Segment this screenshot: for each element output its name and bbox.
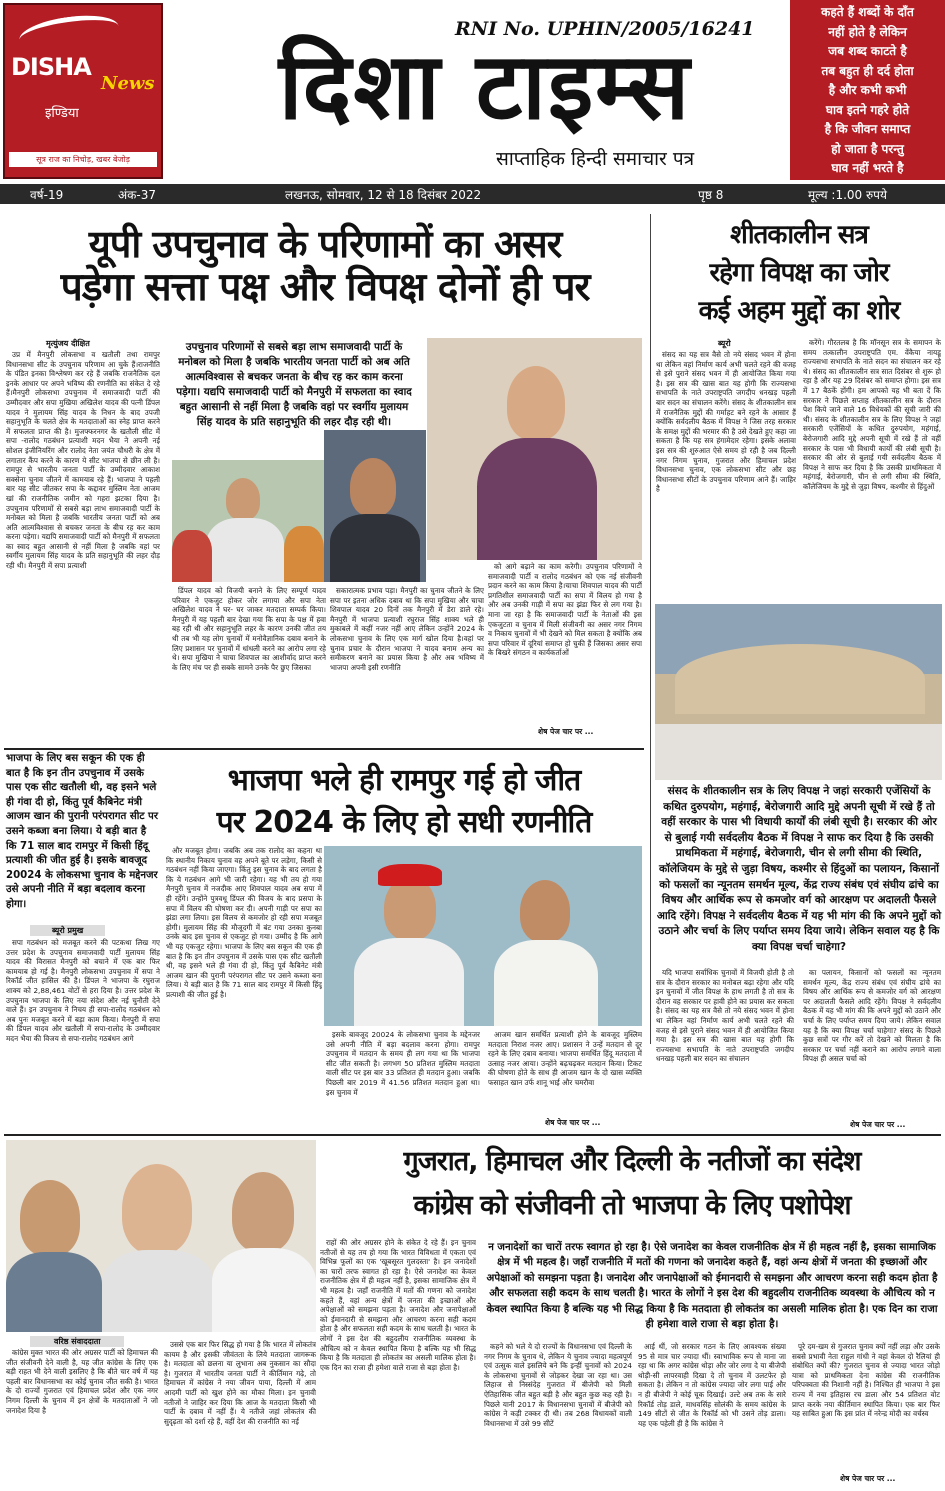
azam-khan-photo [324,430,426,582]
story4-headline [324,1140,940,1228]
story3-byline: ब्यूरो प्रमुख [30,925,105,936]
story2-column-2 [803,338,941,600]
photo-person-body [477,438,597,560]
quote-line: घाव नहीं भरते है [831,161,904,175]
story2-headline [656,216,942,330]
story4-column-4 [484,1342,632,1486]
quote-line: हो जाता है परन्तु [831,141,904,156]
story3-col3-text: इसके बावजूद 20024 के लोकसभा चुनाव के मद्देनजर उसे अपनी नीति में बड़ा बदलाव करना होगा। रामपुर उपचुनाव में मतदान के समय ही लग गया था कि भाजपा सीट जीत सकती है। लगभग 50 प्रतिशत मुस्लिम मतदाता वाली सीट पर इस बार 33 प्रतिशत ही मतदान हुआ। जबकि पिछली बार 2019 में 41.56 प्रतिशत मतदान हुआ था। इस चुनाव में [326,1030,480,1097]
section-rule [4,748,644,750]
price: मूल्य :1.00 रुपये [808,188,887,202]
place-date: लखनऊ, सोमवार, 12 से 18 दिसंबर 2022 [285,188,482,202]
story4-headline-line: गुजरात, हिमाचल और दिल्ली के नतीजों का संदेश [403,1146,861,1177]
story4-col1-text: कांग्रेस मुक्त भारत की ओर अग्रसर पार्टी को हिमाचल की जीत संजीवनी देने वाली है, यह जीत कांग्रेस के लिए एक बड़ी राहत भी देने वाली इसलिए है कि बीते चार वर्ष में यह पहली बार विधानसभा का कोई चुनाव जीत सकी है। भारत के दो राज्यों गुजरात एवं हिमाचल प्रदेश और एक नगर निगम दिल्ली के चुनाव में इन क्षेत्रों के मतदाताओं ने जो जनादेश दिया है [6,1348,158,1415]
disha-news-logo [3,3,163,179]
photo-person-body [102,1250,214,1332]
akhilesh-shivpal-photo [324,846,642,1026]
volume-year: वर्ष-19 [30,188,64,202]
photo-person [20,1180,80,1256]
story1-column-4 [488,562,642,728]
story1-headline [5,222,645,310]
story4-column-1 [6,1348,158,1486]
story4-col2-text: उससे एक बार फिर सिद्ध हो गया है कि भारत में लोकतंत्र कायम है और इसकी जीवंतता के लिये मतदाता जागरूक है। मतदाता को छलना या लुभाना अब नुकसान का सौदा है। गुजरात में भारतीय जनता पार्टी ने कीर्तिमान गढ़े, तो हिमाचल में कांग्रेस ने नया जीवन पाया, दिल्ली में आम आदमी पार्टी को खुश होने का मौका मिला। इन चुनावी नतीजों ने जाहिर कर दिया कि आज के मतदाता किसी भी पार्टी के दबाव में नहीं हैं। ये नतीजे जहां लोकतंत्र की सुदृढ़ता को दर्शा रहे हैं, वहीं देश की राजनीति का नई [164,1340,316,1426]
story3-col2-text: और मजबूत होगा। जबकि अब तक रालोद का कहना था कि स्थानीय निकाय चुनाव वह अपने बूते पर लड़ेगा, किसी से गठबंधन नहीं किया जाएगा। किंतु इस चुनाव के बाद लगता है कि ये गठबंधन आगे भी जारी रहेगा। यह भी तय हो गया मैनपुरी चुनाव में नजदीक आए शिवपाल यादव अब सपा में ही रहेंगे। उन्होंने पुत्रवधू डिंपल की विजय के बाद प्रसपा के सपा में विलय की घोषणा कर दी। अपनी गाड़ी पर सपा का झंडा लगा लिया। इस विलय से कमजोर हो रही सपा मजबूत होगी। मुलायम सिंह की मौजूदगी में बंट गया उनका कुनबा उनके बाद इस चुनाव से एकजुट हो गया। उम्मीद है कि आगे भी यह एकजुट रहेगा। भाजपा के लिए बस सकून की एक ही बात है कि इन तीन उपचुनाव में उसके पास एक सीट खतौली थी, वह इसने भले ही गंवा दी हो, किंतु पूर्व कैबिनेट मंत्री आजम खान की पुरानी परंपरागत सीट पर उसने कब्जा बना लिया। ये बड़ी बात है कि 71 साल बाद रामपुर में किसी हिंदू प्रत्याशी की जीत हुई है। [166,846,322,999]
story2-continued: शेष पेज चार पर ... [850,1120,906,1129]
quote-line: है और कभी कभी [828,83,907,97]
story2-col4-text: का पलायन, किसानों को फसलों का न्यूनतम समर्थन मूल्य, केंद्र राज्य संबंध एवं संघीय ढांचे का विषय और आर्थिक रूप से कमजोर वर्ग को आरक्षण पर अदालती फैसले आदि रहेंगे। विपक्ष ने सर्वदलीय बैठक में यह भी मांग की कि अपने मुद्दों को उठाने और चर्चा के लिए पर्याप्त समय दिया जाये। लेकिन सवाल यह है कि क्या विपक्ष चर्चा चाहेगा? संसद के पिछले कुछ सत्रों पर गौर करें तो देखने को मिलता है कि सरकार पर चर्चा नहीं कराने का आरोप लगाने वाला विपक्ष ही असल चर्चा को [803,968,941,1064]
logo-word: DISHA [11,53,91,81]
dimple-yadav-supporters-photo [172,460,324,582]
photo-person-body [330,514,420,582]
rni-number: RNI No. UPHIN/2005/16241 [455,18,755,40]
story2-dek: संसद के शीतकालीन सत्र के लिए विपक्ष ने जहां सरकारी एजेंसियों के कथित दुरुपयोग, महंगाई, बेरोजगारी आदि मुद्दे अपनी सूची में रखे हैं तो वहीं सरकार के पास भी विधायी कार्यों की लंबी सूची है। सरकार की ओर से बुलाई गयी सर्वदलीय बैठक में विपक्ष ने साफ कर दिया है कि उसकी प्राथमिकता में महंगाई, बेरोजगारी, चीन से लगी सीमा की स्थिति, कॉलेजियम के मुद्दे से जुड़ा विषय, कश्मीर से हिंदुओं का पलायन, किसानों को फसलों का न्यूनतम समर्थन मूल्य, केंद्र राज्य संबंध एवं संघीय ढांचे का विषय और आर्थिक रूप से कमजोर वर्ग को आरक्षण पर अदालती फैसले आदि रहेंगे। विपक्ष ने सर्वदलीय बैठक में यह भी मांग की कि अपने मुद्दों को उठाने और चर्चा के लिए पर्याप्त समय दिया जाये। लेकिन सवाल यह है कि क्या विपक्ष चर्चा चाहेगा? [656,785,942,953]
story3-dek: भाजपा के लिए बस सकून की एक ही बात है कि इन तीन उपचुनाव में उसके पास एक सीट खतौली थी, वह इसने भले ही गंवा दी हो, किंतु पूर्व कैबिनेट मंत्री आजम खान की पुरानी परंपरागत सीट पर उसने कब्जा बना लिया। ये बड़ी बात है कि 71 साल बाद रामपुर में किसी हिंदू प्रत्याशी की जीत हुई है। इसके बावजूद 20024 के लोकसभा चुनाव के मद्देनजर उसे अपनी नीति में बड़ा बदलाव करना होगा। [6,753,159,910]
story2-column-4 [803,968,941,1120]
story1-col3-text: सकारात्मक प्रभाव पड़ा। मैनपुरी का चुनाव जीतने के लिए सपा पर इतना अधिक दबाव था कि सपा मुखिया और चाचा शिवपाल यादव 20 दिनों तक मैनपुरी में डेरा डाले रहे। मैनपुरी में भाजपा प्रत्याशी रघुराज सिंह शाक्य भले ही मुकाबले में कहीं नजर नहीं आए लेकिन उन्होंने 2024 के लोकसभा चुनाव के लिए एक मार्ग खोल दिया है।वहां पर चुनाव प्रचार के दौरान भाजपा ने यादव बनाम अन्य का समीकरण बनाने का प्रयास किया है और अब भविष्य में भाजपा अपनी इसी रणनीति [330,586,484,672]
quote-line: है कि जीवन समाप्त [824,122,911,136]
photo-person [507,366,565,440]
column-divider [650,214,651,1044]
quote-line: जब शब्द काटते है [828,44,907,58]
story2-col1-text: संसद का यह सत्र वैसे तो नये संसद भवन में होना था लेकिन वहां निर्माण कार्य अभी चलते रहने की वजह से इसे पुराने संसद भवन में ही आयोजित किया गया है। इस सत्र की खास बात यह होगी कि राज्यसभा सभापति के नाते उपराष्ट्रपति जगदीप धनखड़ पहली बार सदन का संचालन करेंगे। संसद के शीतकालीन सत्र में राजनैतिक मुद्दों की गर्माहट बने रहने के आसार हैं क्योंकि सर्वदलीय बैठक में विपक्ष ने जिस तरह सरकार के समक्ष मुद्दों की भरमार की है उसे देखते हुए कहा जा सकता है कि यह सत्र हंगामेदार रहेगा। इसके अलावा इस सत्र की शुरुआत ऐसे समय हो रही है जब दिल्ली नगर निगम चुनाव, गुजरात और हिमाचल प्रदेश विधानसभा चुनाव, एक लोकसभा सीट और छह विधानसभा सीटों के उपचुनाव परिणाम आने हैं। जाहिर है [656,350,796,494]
story1-headline-line: यूपी उपचुनाव के परिणामों का असर [88,222,562,266]
story1-column-3 [330,586,484,740]
story4-column-5 [638,1342,786,1486]
story3-column-2 [166,846,322,1128]
story3-col4-text: आजम खान समर्थित प्रत्याशी होने के बावजूद मुस्लिम मतदाता निराश नजर आए। प्रशासन ने उन्हें मतदान से दूर रहने के लिए दबाव बनाया। भाजपा समर्थित हिंदू मतदाता में उत्साह नजर आया। उन्होंने बढ़चढ़कर मतदान किया। टिकट की घोषणा होते के साथ ही आजम खान के दो खास व्यक्ति फसाहत खान उर्फ शानू भाई और चमरौवा [488,1030,642,1087]
story2-column-1 [656,350,796,600]
story1-byline: मृत्युंजय दीक्षित [46,339,90,348]
story3-headline-line: भाजपा भले ही रामपुर गई हो जीत [227,763,581,798]
story3-column-1 [6,938,160,1128]
photo-person-body [494,940,598,1026]
story1-col1-text: उप्र में मैनपुरी लोकसभा व खतौली तथा रामपुर विधानसभा सीट के उपचुनाव परिणाम आ चुके हैं।राजनीति के पंडित इनका विश्लेषण कर रहे हैं जबकि राजनैतिक दल इनके आधार पर अपने भविष्य की रणनीति का संकेत दे रहे हैं।मैनपुरी लोकसभा उपचुनाव में समाजवादी पार्टी की उम्मीदवार और सपा मुखिया अखिलेश यादव की पत्नी डिंपल यादव ने मुलायम सिंह यादव के निधन के बाद उपजी सहानुभूति के चलते क्षेत्र के मतदाताओं का स्नेह प्राप्त करने में सफलता प्राप्त की है। मुजफ्फरनगर के खतौली सीट में सपा -रालोद गठबंधन प्रत्याशी मदन भैया ने अपनी नई सोशल इंजीनियरिंग और रालोद नेता जयंत चौधरी के क्षेत्र में लगातार कैंप करने के कारण ये सीट भाजपा से छीन ली है। रामपुर से भारतीय जनता पार्टी के उम्मीदवार आकाश सक्सेना चुनाव जीतने में कामयाब रहे हैं। भाजपा ने पहली बार यह सीट जीतकर सपा के कद्दावर मुस्लिम नेता आजम खां की राजनीतिक जमीन को गहरा झटका दिया है। उपचुनाव परिणामों से सबसे बड़ा लाभ समाजवादी पार्टी के मनोबल को मिला है जबकि भारतीय जनता पार्टी को अब अति आत्मविश्वास से बचकर जनता के बीच रह कर काम करना पड़ेगा। यद्यपि समाजवादी पार्टी को मैनपुरी में सफलता का स्वाद बहुत आसानी से नहीं मिला है जबकि वहां पर स्वर्गीय मुलायम सिंह यादव के प्रति सहानुभूति की लहर दौड़ रही थी। मैनपुरी में सपा प्रत्याशी [6,350,160,571]
story3-headline [166,760,642,844]
story3-column-3 [326,1030,480,1128]
story3-col1-text: सपा गठबंधन को मजबूत करने की पटकथा लिख गए उत्तर प्रदेश के उपचुनाव समाजवादी पार्टी मुलायम सिंह यादव की विरासत मैनपुरी को बचाने में एक बार फिर कामयाब हो गई है। मैनपुरी लोकसभा उपचुनाव में सपा ने रिकॉर्ड जीत हासिल की है। डिंपल ने भाजपा के रघुराज शाक्य को 2,88,461 वोटों से हरा दिया है। उत्तर प्रदेश के उपचुनाव भाजपा के लिए नया संदेश और नई चुनौती देने वाले हैं। इन उपचुनाव ने निचय ही सपा-रालोद गठबंधन को अब पुनः मजबूत करने में बड़ा काम किया। मैनपुरी में सपा की डिंपल यादव और खतौली में सपा-रालोद के उम्मीदवार मदन भैया की विजय से सपा-रालोद गठबंधन आगे [6,938,160,1043]
newspaper-title: दिशा टाइम्स [278,33,692,140]
photo-person [226,478,260,520]
story1-column-2 [172,586,326,740]
story1-dek: उपचुनाव परिणामों से सबसे बड़ा लाभ समाजवादी पार्टी के मनोबल को मिला है जबकि भारतीय जनता पार्टी को अब अति आत्मविश्वास से बचकर जनता के बीच रह कर काम करना पड़ेगा। यद्यपि समाजवादी पार्टी को मैनपुरी में सफलता का स्वाद बहुत आसानी से नहीं मिला है जबकि वहां पर स्वर्गीय मुलायम सिंह यादव के प्रति सहानुभूति की लहर दौड़ रही थी। [176,341,412,428]
section-rule [4,1134,941,1136]
story1-headline-line: पड़ेगा सत्ता पक्ष और विपक्ष दोनों ही पर [60,265,590,310]
story4-headline-line: कांग्रेस को संजीवनी तो भाजपा के लिए पशोपेश [413,1190,851,1221]
story4-column-6 [792,1342,940,1474]
story4-column-2 [164,1340,316,1486]
story4-column-3 [320,1238,476,1486]
story4-col3-text: राहों की ओर अग्रसर होने के संकेत दे रहे हैं। इन चुनाव नतीजों से यह तय हो गया कि भारत विविधता में एकता एवं विभिन्न फूलों का एक 'खूबसूरत गुलदस्ता' है। इन जनादेशों का चारों तरफ स्वागत हो रहा है। ऐसे जनादेश का केवल राजनीतिक क्षेत्र में ही महत्व नहीं है, इसका सामाजिक क्षेत्र में भी महत्व है। जहाँ राजनीति में मतों की गणना को जनादेश कहते हैं, वहां अन्य क्षेत्रों में जनता की इच्छाओं और अपेक्षाओं को समझना पड़ता है। जनादेश और जनापेक्षाओं को ईमानदारी से समझना और आचरण करना सही कदम होता है और सफलता सही कदम के साथ चलती है। भारत के लोगों ने इस देश की बहुदलीय राजनीतिक व्यवस्था के औचित्य को न केवल स्थापित किया है बल्कि यह भी सिद्ध किया है कि मतदाता ही लोकतंत्र का असली मालिक होता है। एक दिन का राजा ही हमेशा वाले राजा से बड़ा होता है। [320,1238,476,1372]
story1-col4-text: को आगे बढ़ाने का काम करेगी। उपचुनाव परिणामों ने समाजवादी पार्टी व रालोद गठबंधन को एक नई संजीवनी प्रदान करने का काम किया है।चाचा शिवपाल यादव की पार्टी प्रगतिशील समाजवादी पार्टी का सपा में विलय हो गया है और अब उनकी गाड़ी में सपा का झंडा फिर से लग गया है। माना जा रहा है कि समाजवादी पार्टी के नेताओं की इस एकजुटता व चुनाव में मिली संजीवनी का असर नगर निगम व निकाय चुनावों में भी देखने को मिल सकता है क्योंकि अब सपा परिवार में दूरियां समाप्त हो चुकी हैं जिसका असर सपा के बिखरे संगठन व कार्यकर्ताओं [488,562,642,658]
story4-byline: वरिष्ठ संवाददाता [30,1336,124,1347]
photo-person [520,880,570,942]
story4-col6-text: पूरे दम-खम से गुजरात चुनाव क्यों नहीं लड़ा और उसके सबसे प्रभावी नेता राहुल गांधी ने वहां केवल दो रैलियां ही संबोधित क्यों की? गुजरात चुनाव से ज्यादा भारत जोड़ो यात्रा को प्राथमिकता देना कांग्रेस की राजनीतिक परिपक्वता की निशानी नहीं है। निश्चित ही भाजपा ने इस राज्य में नया इतिहास रच डाला और 54 प्रतिशत वोट प्राप्त करके नया कीर्तिमान स्थापित किया। एक बार फिर यह साबित हुआ कि इस प्रांत में नरेन्द्र मोदी का वर्चस्व [792,1342,940,1419]
photo-person-body [206,518,284,582]
story2-col2-text: करेंगे। गौरतलब है कि मॉनसून सत्र के समापन के समय तत्कालीन उपराष्ट्रपति एम. वेंकैया नायडू राज्यसभा सभापति के नाते सदन का संचालन कर रहे थे। संसद का शीतकालीन सत्र सात दिसंबर से शुरू हो रहा है और यह 29 दिसंबर को समाप्त होगा। इस सत्र में 17 बैठकें होंगी। हम आपको यह भी बता दें कि सरकार ने पिछले सप्ताह शीतकालीन सत्र के दौरान पेश किये जाने वाले 16 विधेयकों की सूची जारी की थी। संसद के शीतकालीन सत्र के लिए विपक्ष ने जहां सरकारी एजेंसियों के कथित दुरुपयोग, महंगाई, बेरोजगारी आदि मुद्दे अपनी सूची में रखे हैं तो वहीं सरकार के पास भी विधायी कार्यों की लंबी सूची है। सरकार की ओर से बुलाई गयी सर्वदलीय बैठक में विपक्ष ने साफ कर दिया है कि उसकी प्राथमिकता में महंगाई, बेरोजगारी, चीन से लगी सीमा की स्थिति, कॉलेजियम के मुद्दे से जुड़ा विषय, कश्मीर से हिंदुओं [803,338,941,491]
story3-headline-line: पर 2024 के लिए हो सधी रणनीति [216,805,592,840]
story1-column-1 [6,350,160,740]
quote-line: कहते हैं शब्दों के दाँत [821,5,914,19]
story4-dek: न जनादेशों का चारों तरफ स्वागत हो रहा है। ऐसे जनादेश का केवल राजनीतिक क्षेत्र में ही महत्व नहीं है, इसका सामाजिक क्षेत्र में भी महत्व है। जहाँ राजनीति में मतों की गणना को जनादेश कहते हैं, वहां अन्य क्षेत्रों में जनता की इच्छाओं और अपेक्षाओं को समझना पड़ता है। जनादेश और जनापेक्षाओं को ईमानदारी से समझना और आचरण करना सही कदम होता है और सफलता सही कदम के साथ चलती है। भारत के लोगों ने इस देश की बहुदलीय राजनीतिक व्यवस्था के औचित्य को न केवल स्थापित किया है बल्कि यह भी सिद्ध किया है कि मतदाता ही लोकतंत्र का असली मालिक होता है। एक दिन का राजा ही हमेशा वाले राजा से बड़ा होता है। [486,1242,938,1331]
dateline-bar [0,184,945,204]
photo-person [232,1172,294,1252]
quote-line: घाव इतने गहरे होते [825,102,910,117]
photo-person-body [354,938,464,1026]
story4-col4-text: कहने को भले ये दो राज्यों के विधानसभा एवं दिल्ली के नगर निगम के चुनाव थे, लेकिन ये चुनाव ज्यादा महत्वपूर्ण एवं उत्सुक वाले इसलिये बने कि इन्हीं चुनावों को 2024 के लोकसभा चुनावों से जोड़कर देखा जा रहा था। उस लिहाज से निस्संदेह गुजरात में बीजेपी को मिली ऐतिहासिक जीत बहुत बड़ी है और बहुत कुछ कह रही है। पिछले यानी 2017 के विधानसभा चुनावों में बीजेपी को कांग्रेस ने कड़ी टक्कर दी थी। तब 268 विधायकों वाली विधानसभा में उसे 99 सीटें [484,1342,632,1428]
photo-person-body [6,1252,102,1332]
story2-col3-text: यदि भाजपा सर्वाधिक चुनावों में विजयी होती है तो सत्र के दौरान सरकार का मनोबल बढ़ा रहेगा और यदि इन चुनावों में जीत विपक्ष के हाथ लगती है तो सत्र के दौरान वह सरकार पर हावी होने का प्रयास कर सकता है। संसद का यह सत्र वैसे तो नये संसद भवन में होना था लेकिन वहां निर्माण कार्य अभी चलते रहने की वजह से इसे पुराने संसद भवन में ही आयोजित किया गया है। इस सत्र की खास बात यह होगी कि राज्यसभा सभापति के नाते उपराष्ट्रपति जगदीप धनखड़ पहली बार सदन का संचालन [656,968,794,1064]
quote-line: तब बहुत ही दर्द होता [821,63,914,78]
quote-box [790,0,945,180]
newspaper-subtitle: साप्ताहिक हिन्दी समाचार पत्र [496,148,695,170]
photo-crowd [284,526,324,582]
dimple-yadav-photo [427,338,642,560]
photo-person-body [212,1248,316,1332]
story3-continued: शेष पेज चार पर ... [545,1118,601,1127]
story1-col2-text: डिंपल यादव को विजयी बनाने के लिए सम्पूर्ण यादव परिवार ने एकजुट होकर जोर लगाया और सपा नेता अखिलेश यादव ने घर- घर जाकर मतदाता सम्पर्क किया। मैनपुरी में यह पहली बार देखा गया कि सपा के पक्ष में हवा बह रही थी और सहानुभूति लहर के कारण उनकी जीत तय थी तब भी यह लोग चुनावों में मनोवैज्ञानिक दबाव बनाने के लिए प्रशासन पर चुनावों में धांधली करने का आरोप लगा रहे थे। सपा मुखिया ने चाचा शिवपाल का आशीर्वाद प्राप्त करने के लिए मंच पर ही सबके सामने उनके पैर छुए जिसका [172,586,326,672]
story3-column-4 [488,1030,642,1118]
issue-number: अंक-37 [118,188,156,202]
story2-column-3 [656,968,794,1128]
story1-continued: शेष पेज चार पर ... [538,727,594,736]
leaders-collage-photo [6,1140,316,1332]
story2-headline-line: कई अहम मुद्दों का शोर [698,296,900,326]
logo-news: News [101,73,155,94]
photo-person [350,458,396,516]
logo-swoosh [17,10,120,56]
story2-byline: ब्यूरो [718,339,731,348]
story4-col5-text: आई थीं, जो सरकार गठन के लिए आवश्यक संख्या 95 से मात्र चार ज्यादा थीं। स्वाभाविक रूप से माना जा रहा था कि अगर कांग्रेस थोड़ा और जोर लगा दे या बीजेपी थोड़ी-सी लापरवाही दिखा दे तो चुनाव में उलटफेर हो सकता है। लेकिन न तो कांग्रेस ज्यादा जोर लगा पाई और न ही बीजेपी ने कोई चूक दिखाई। उल्टे अब तक के सारे रिकॉर्ड तोड़ डाले, माधवसिंह सोलंकी के समय कांग्रेस के 149 सीटों से जीत के रिकॉर्ड को भी उसने तोड़ डाला। यह एक पहेली ही है कि कांग्रेस ने [638,1342,786,1428]
quote-line: नहीं होते है लेकिन [828,24,907,39]
photo-crowd [655,724,942,780]
logo-tagline: सूत्र राज का निचोड़, खबर बेजोड़ [9,152,157,167]
page-number: पृष्ठ 8 [698,188,724,202]
story4-continued: शेष पेज चार पर ... [840,1474,896,1483]
photo-building [675,644,925,714]
logo-india: इण्डिया [45,106,79,121]
story2-headline-line: शीतकालीन सत्र [730,220,868,250]
red-cap [378,864,442,886]
photo-person [122,1164,192,1254]
parliament-photo [655,604,942,780]
story2-headline-line: रहेगा विपक्ष का जोर [709,258,889,288]
photo-crowd [172,530,212,582]
